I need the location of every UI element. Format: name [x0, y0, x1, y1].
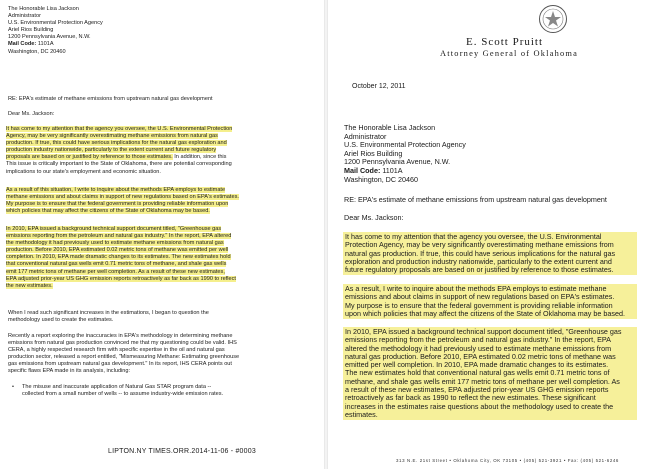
oklahoma-seal-icon	[538, 4, 568, 34]
text-line: production. If true, this could have serious implications for the natural gas exploration and	[6, 140, 227, 147]
left-paragraph-3	[6, 226, 306, 290]
mail-code-line	[8, 41, 103, 48]
text-line-tail: In addition, since this	[174, 154, 227, 161]
text-line: emissions and about claims in support of new regulations based on EPA's estimates.	[345, 292, 615, 302]
text-line: estimates.	[345, 409, 378, 419]
text-line: methane, and shale gas wells emit 177 metric tons of methane per well completion. As	[345, 376, 620, 386]
text-line: emissions reporting from the petroleum and natural gas industry." In the report, EPA	[345, 335, 611, 345]
text-line: emitted per well completion. In 2010, EPA made dramatic changes to its estimates.	[345, 360, 609, 370]
right-paragraph-1	[343, 232, 637, 275]
text-line: future regulatory proposals are based on or justified by reference to those estimates.	[345, 265, 614, 275]
text-line: completion. In 2010, EPA made dramatic changes to its estimates. The new estimates hold	[6, 254, 231, 261]
text-line: It has come to my attention that the agency you oversee, the U.S. Environmental	[345, 232, 602, 241]
text-line: the new estimates.	[6, 282, 53, 289]
address-line: Washington, DC 20460	[8, 48, 66, 55]
address-line: Washington, DC 20460	[344, 174, 419, 184]
text-line: the methodology it had previously used to estimate methane emissions from natural gas	[6, 240, 224, 247]
bullet-marker: •	[12, 384, 14, 390]
left-bates-footer: LIPTON.NY TIMES.ORR.2014-11-06 - #0003	[108, 448, 256, 455]
letterhead-footer: 313 N.E. 21st Street • Oklahoma City, OK 73105 • (405) 521-3921 • Fax: (405) 521-6246	[396, 458, 619, 463]
address-line: 1200 Pennsylvania Avenue, N.W.	[344, 157, 451, 167]
address-line: U.S. Environmental Protection Agency	[8, 20, 103, 27]
address-line: Administrator	[344, 131, 387, 141]
text-line: emissions reporting from the petroleum and natural gas industry." In the report, EPA altered	[6, 233, 232, 240]
text-line: Recently a report exploring the inaccuracies in EPA's methodology in determining methane	[8, 333, 233, 339]
text-line: In 2010, EPA issued a background technical support document titled, "Greenhouse gas	[345, 327, 622, 336]
mail-code-label: Mail Code:	[8, 41, 37, 48]
text-line: Agency, may be very significantly overestimating methane emissions from natural gas	[6, 133, 218, 140]
text-line: exploration and production industry nationwide, particularly to the extent current and	[345, 256, 612, 266]
mail-code-value: 1101A	[382, 165, 403, 175]
text-line: that conventional natural gas wells emit 0.71 metric tons of methane, and shale gas wells	[6, 261, 227, 268]
text-line: In 2010, EPA issued a background technical support document titled, "Greenhouse gas	[6, 226, 222, 232]
address-line: U.S. Environmental Protection Agency	[344, 140, 466, 150]
text-line: methodology used to create the estimates.	[8, 317, 114, 324]
text-line: gas emissions from upstream natural gas development." In its report, IHS CERA points out	[8, 361, 232, 368]
page-divider	[324, 0, 328, 469]
text-line: upon which policies that may affect the citizens of the State of Oklahoma may be based.	[345, 308, 625, 318]
left-paragraph-1	[6, 126, 306, 176]
letterhead-name: E. Scott Pruitt	[466, 36, 544, 48]
text-line: When I read such significant increases in the estimations, I began to question the	[8, 310, 209, 316]
text-line: It has come to my attention that the agency you oversee, the U.S. Environmental Protection	[6, 126, 233, 132]
text-line: implications to our state's employment and economic situation.	[6, 168, 161, 175]
letter-date: October 12, 2011	[352, 83, 406, 90]
text-line: retroactively as far back as 1990 to reflect the new estimates. These significant	[345, 393, 596, 403]
text-line: emissions from natural gas production convinced me that my questioning could be valid. IHS	[8, 340, 237, 347]
right-salutation: Dear Ms. Jackson:	[344, 213, 404, 222]
text-line: emit 177 metric tons of methane per well completion. As a result of these new estimates,	[6, 268, 225, 275]
text-line: EPA adjusted prior-year US GHG emission reports retroactively as far back as 1990 to reflect	[6, 275, 236, 282]
text-line: The misuse and inaccurate application of Natural Gas STAR program data --	[22, 384, 212, 390]
text-line: specific flaws EPA made in its analysis, including:	[8, 368, 131, 375]
left-recipient-address	[8, 6, 103, 56]
text-line: proposals are based on or justified by reference to those estimates.	[6, 154, 173, 161]
left-salutation: Dear Ms. Jackson:	[8, 111, 55, 117]
address-line: Ariel Rios Building	[344, 148, 403, 158]
text-line: which policies that may affect the citizens of the State of Oklahoma may be based.	[6, 208, 210, 215]
text-line: a result of these new estimates, EPA adjusted prior-year US GHG emission reports	[345, 385, 609, 395]
address-line: The Honorable Lisa Jackson	[344, 123, 436, 132]
letterhead-title: Attorney General of Oklahoma	[440, 49, 579, 58]
text-line: production sector, released a report entitled, "Mismeasuring Methane: Estimating greenhouse	[8, 354, 240, 361]
text-line: natural gas production. Before 2010, EPA estimated 0.02 metric tons of methane was	[345, 351, 616, 361]
text-line: increases in the estimates raise questions about the methodology used to create the	[345, 401, 614, 411]
right-recipient-address	[344, 124, 466, 184]
address-line: Ariel Rios Building	[8, 27, 54, 34]
text-line: natural gas production. If true, this could have serious implications for the natural gas	[345, 248, 616, 258]
text-line: My purpose is to ensure that the federal government is providing reliable information	[345, 300, 613, 310]
address-line: Administrator	[8, 13, 41, 20]
left-paragraph-5	[8, 333, 308, 376]
text-line: As a result, I write to inquire about the methods EPA employs to estimate methane	[345, 284, 607, 293]
text-line: The new estimates hold that conventional natural gas wells emit 0.71 metric tons of	[345, 368, 610, 378]
text-line: methane emissions and about claims in support of new regulations based on EPA's estimates.	[6, 194, 239, 201]
text-line: CERA, a highly respected research firm with specific expertise in the oil and natural gas	[8, 347, 225, 354]
right-paragraph-3	[343, 327, 637, 420]
text-line: production industry nationwide, particularly to the extent current and future regulatory	[6, 147, 217, 154]
text-line: altered the methodology it had previously used to estimate methane emissions from	[345, 343, 612, 353]
address-line: The Honorable Lisa Jackson	[8, 6, 79, 12]
mail-code-label: Mail Code:	[344, 165, 381, 175]
left-bullet-item	[12, 384, 308, 398]
left-subject-line: RE: EPA's estimate of methane emissions from upstream natural gas development	[8, 96, 213, 102]
text-line: production. Before 2010, EPA estimated 0.02 metric tons of methane was emitted per well	[6, 247, 229, 254]
right-subject-line: RE: EPA's estimate of methane emissions from upstream natural gas development	[344, 195, 607, 204]
text-line: As a result of this situation, I write to inquire about the methods EPA employs to estimate	[6, 187, 226, 193]
right-paragraph-2	[343, 284, 637, 319]
left-paragraph-4	[8, 310, 308, 324]
text-line: Protection Agency, may be very significantly overestimating methane emissions from	[345, 240, 614, 250]
text-line: This issue is critically important to the State of Oklahoma, there are potential corresponding	[6, 161, 232, 168]
text-line: My purpose is to ensure that the federal government is providing reliable information upon	[6, 201, 229, 208]
text-line: collected from a small number of wells -- to assume industry-wide emission rates.	[22, 391, 224, 398]
address-line: 1200 Pennsylvania Avenue, N.W.	[8, 34, 91, 41]
mail-code-value: 1101A	[37, 41, 54, 48]
left-paragraph-2	[6, 187, 306, 215]
